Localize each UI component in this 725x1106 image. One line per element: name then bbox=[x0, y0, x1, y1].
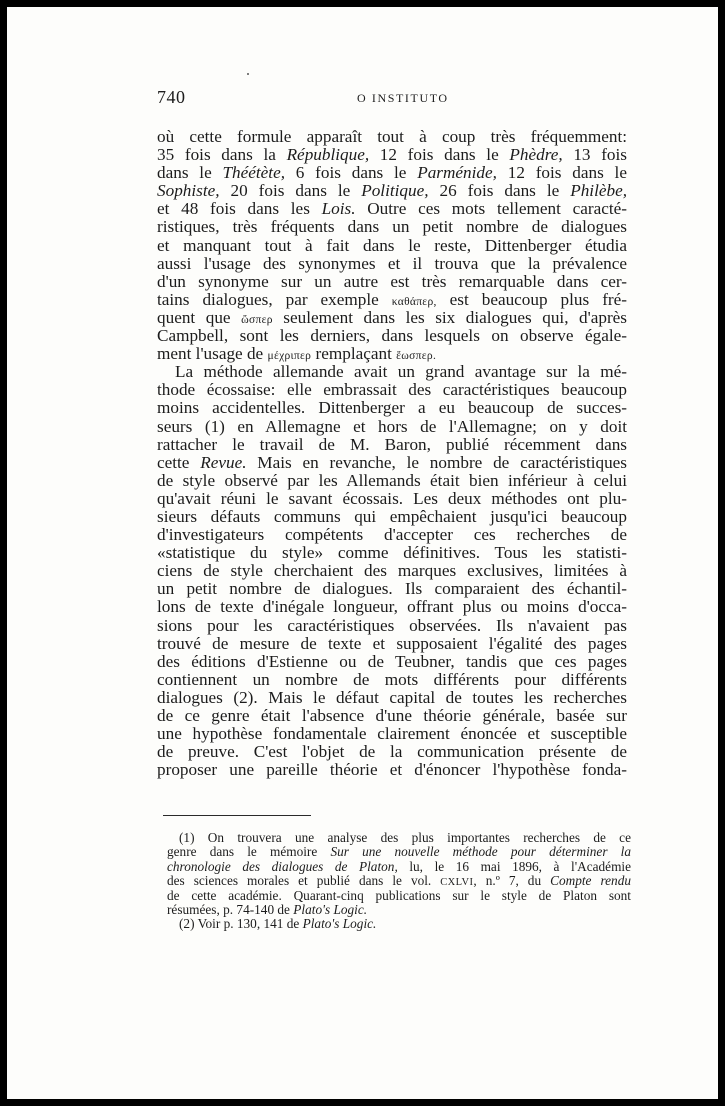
text-run: Sophiste, bbox=[157, 181, 220, 201]
text-run: cette bbox=[157, 452, 201, 472]
text-run: Philèbe, bbox=[570, 181, 627, 201]
footnotes bbox=[167, 831, 631, 932]
text-run: seurs (1) en Allemagne et hors de l'Allemagne; on y doit bbox=[157, 416, 627, 436]
text-run: et manquant tout à fait dans le reste, Dittenberger étudia bbox=[157, 235, 627, 255]
text-run: moins accidentelles. Dittenberger a eu beaucoup de succes- bbox=[157, 398, 627, 418]
text-line bbox=[157, 743, 627, 761]
text-run: de style observé par les Allemands était bien inférieur à celui bbox=[157, 470, 627, 490]
text-run: Théétète, bbox=[222, 163, 285, 183]
greek-word: ὥσπερ bbox=[241, 313, 273, 326]
text-line bbox=[157, 671, 627, 689]
text-run: seulement dans les six dialogues qui, d'après bbox=[272, 307, 627, 327]
text-run: une hypothèse fondamentale clairement énoncée et susceptible bbox=[157, 724, 627, 744]
text-line bbox=[157, 689, 627, 707]
text-run: de cette académie. Quarant-cinq publications sur le style de Platon sont bbox=[167, 887, 631, 903]
text-line bbox=[157, 146, 627, 164]
text-line bbox=[157, 309, 627, 327]
text-line bbox=[157, 472, 627, 490]
text-line bbox=[157, 128, 627, 146]
text-run: Parménide, bbox=[417, 163, 497, 183]
text-run: Mais en revanche, le nombre de caractéristiques bbox=[246, 452, 627, 472]
text-line bbox=[157, 363, 627, 381]
text-run: trouvé de mesure de texte et supposaient l'égalité des pages bbox=[157, 633, 627, 653]
text-run: Outre ces mots tellement caracté- bbox=[355, 199, 627, 219]
text-run: un petit nombre de dialogues. Ils comparaient des échantil- bbox=[157, 579, 627, 599]
text-run: des sciences morales et publié dans le vol. bbox=[167, 873, 441, 889]
text-run: des éditions d'Estienne ou de Teubner, tandis que ces pages bbox=[157, 651, 627, 671]
text-run: dans le bbox=[157, 163, 223, 183]
text-run: dialogues (2). Mais le défaut capital de toutes les recherches bbox=[157, 687, 627, 707]
text-line bbox=[157, 291, 627, 309]
text-run: CXLVI bbox=[440, 877, 474, 889]
text-line bbox=[157, 418, 627, 436]
footnote-line bbox=[167, 874, 631, 888]
greek-word: καθάπερ, bbox=[391, 295, 437, 308]
text-line bbox=[157, 653, 627, 671]
text-run: et 48 fois dans les bbox=[157, 199, 322, 219]
text-run: 13 fois bbox=[562, 145, 627, 165]
text-run: de ce genre était l'absence d'une théorie générale, basée sur bbox=[157, 706, 627, 725]
text-run: La méthode allemande avait un grand avantage sur la mé- bbox=[175, 362, 627, 382]
page-number: 740 bbox=[157, 87, 186, 107]
text-line bbox=[157, 598, 627, 616]
text-run: rattacher le travail de M. Baron, publié récemment dans bbox=[157, 434, 627, 454]
text-line bbox=[157, 255, 627, 273]
text-line bbox=[157, 617, 627, 635]
text-run: Revue. bbox=[200, 452, 247, 472]
text-line bbox=[157, 544, 627, 562]
text-run: 12 fois dans le bbox=[369, 145, 510, 165]
text-run: «statistique du style» comme définitives. Tous les statisti- bbox=[157, 543, 627, 563]
footnote-line bbox=[167, 831, 631, 845]
text-run: tains dialogues, par exemple bbox=[157, 289, 392, 309]
text-line bbox=[157, 761, 627, 779]
text-line bbox=[157, 454, 627, 472]
text-line bbox=[157, 436, 627, 454]
text-run: ciens de style cherchaient des marques exclusives, limitées à bbox=[157, 561, 627, 581]
text-run: sieurs défauts communs qui empêchaient jusqu'ici beaucoup bbox=[157, 506, 627, 526]
text-line bbox=[157, 345, 627, 363]
text-run: Plato's Logic. bbox=[302, 916, 377, 932]
text-run: quent que bbox=[157, 307, 242, 327]
footnote-line bbox=[167, 860, 631, 874]
text-run: lu, le 16 mai 1896, à l'Académie bbox=[397, 858, 632, 874]
text-run: qu'avait réuni le savant écossais. Les deux méthodes ont plu- bbox=[157, 488, 627, 508]
text-run: lons de texte d'inégale longueur, offrant plus ou moins d'occa- bbox=[157, 597, 627, 617]
footnote-line bbox=[167, 845, 631, 859]
text-run: d'un synonyme sur un autre est très remarquable dans cer- bbox=[157, 271, 627, 291]
footnote-divider bbox=[163, 815, 311, 816]
text-run: contiennent un nombre de mots différents pour différents bbox=[157, 669, 627, 689]
text-run: République, bbox=[286, 145, 370, 165]
text-run: Lois. bbox=[321, 199, 356, 219]
text-run: (1) On trouvera une analyse des plus importantes recherches de ce bbox=[179, 830, 631, 845]
text-line bbox=[157, 399, 627, 417]
text-line bbox=[157, 381, 627, 399]
text-run: ment l'usage de bbox=[157, 344, 268, 364]
text-run: Politique, bbox=[361, 181, 429, 201]
text-line bbox=[157, 508, 627, 526]
text-run: 20 fois dans le bbox=[219, 181, 362, 201]
text-run: résumées, p. 74-140 de bbox=[167, 901, 294, 917]
page-header bbox=[157, 87, 627, 113]
greek-word: μέχριπερ bbox=[267, 350, 312, 363]
text-line bbox=[157, 218, 627, 236]
text-run: 35 fois dans la bbox=[157, 145, 287, 165]
text-run: Phèdre, bbox=[509, 145, 563, 165]
greek-word: ἕωσπερ. bbox=[396, 350, 437, 363]
text-run: Plato's Logic. bbox=[293, 901, 368, 917]
text-line bbox=[157, 725, 627, 743]
text-run: Sur une nouvelle méthode pour déterminer la bbox=[330, 844, 631, 860]
text-run: (2) Voir p. 130, 141 de bbox=[179, 916, 303, 932]
running-title: O INSTITUTO bbox=[357, 91, 449, 105]
text-line bbox=[157, 200, 627, 218]
text-line bbox=[157, 164, 627, 182]
footnote-line bbox=[167, 903, 631, 917]
text-run: genre dans le mémoire bbox=[167, 844, 331, 860]
text-line bbox=[157, 490, 627, 508]
text-line bbox=[157, 580, 627, 598]
text-run: 26 fois dans le bbox=[428, 181, 571, 201]
text-line bbox=[157, 182, 627, 200]
text-run: Compte rendu bbox=[550, 873, 631, 889]
text-run: d'investigateurs compétents d'accepter ces recherches de bbox=[157, 525, 627, 545]
text-line bbox=[157, 237, 627, 255]
text-run: chronologie des dialogues de Platon, bbox=[167, 858, 398, 874]
text-run: 12 fois dans le bbox=[496, 163, 627, 183]
text-line bbox=[157, 327, 627, 345]
text-run: aussi l'usage des synonymes et il trouva que la prévalence bbox=[157, 253, 627, 273]
text-run: ristiques, très fréquents dans un petit nombre de dialogues bbox=[157, 217, 627, 237]
text-run: thode écossaise: elle embrassait des caractéristiques beaucoup bbox=[157, 380, 627, 400]
book-page bbox=[7, 7, 718, 1099]
text-line bbox=[157, 635, 627, 653]
footnote-line bbox=[167, 889, 631, 903]
footnote-line bbox=[167, 917, 631, 931]
text-run: , n.º 7, du bbox=[473, 873, 551, 889]
text-line bbox=[157, 707, 627, 725]
main-text bbox=[157, 128, 627, 779]
text-run: sions pour les caractéristiques observées. Ils n'avaient pas bbox=[157, 615, 627, 635]
text-run: est beaucoup plus fré- bbox=[436, 289, 627, 309]
text-line bbox=[157, 526, 627, 544]
text-run: remplaçant bbox=[311, 344, 397, 364]
text-run: de preuve. C'est l'objet de la communication présente de bbox=[157, 742, 627, 762]
text-run: 6 fois dans le bbox=[285, 163, 418, 183]
text-line bbox=[157, 273, 627, 291]
text-run: où cette formule apparaît tout à coup très fréquemment: bbox=[157, 127, 627, 146]
text-run: proposer une pareille théorie et d'énoncer l'hypothèse fonda- bbox=[157, 760, 627, 780]
text-line bbox=[157, 562, 627, 580]
text-run: Campbell, sont les derniers, dans lesquels on observe égale- bbox=[157, 326, 627, 346]
print-speck bbox=[247, 73, 249, 75]
